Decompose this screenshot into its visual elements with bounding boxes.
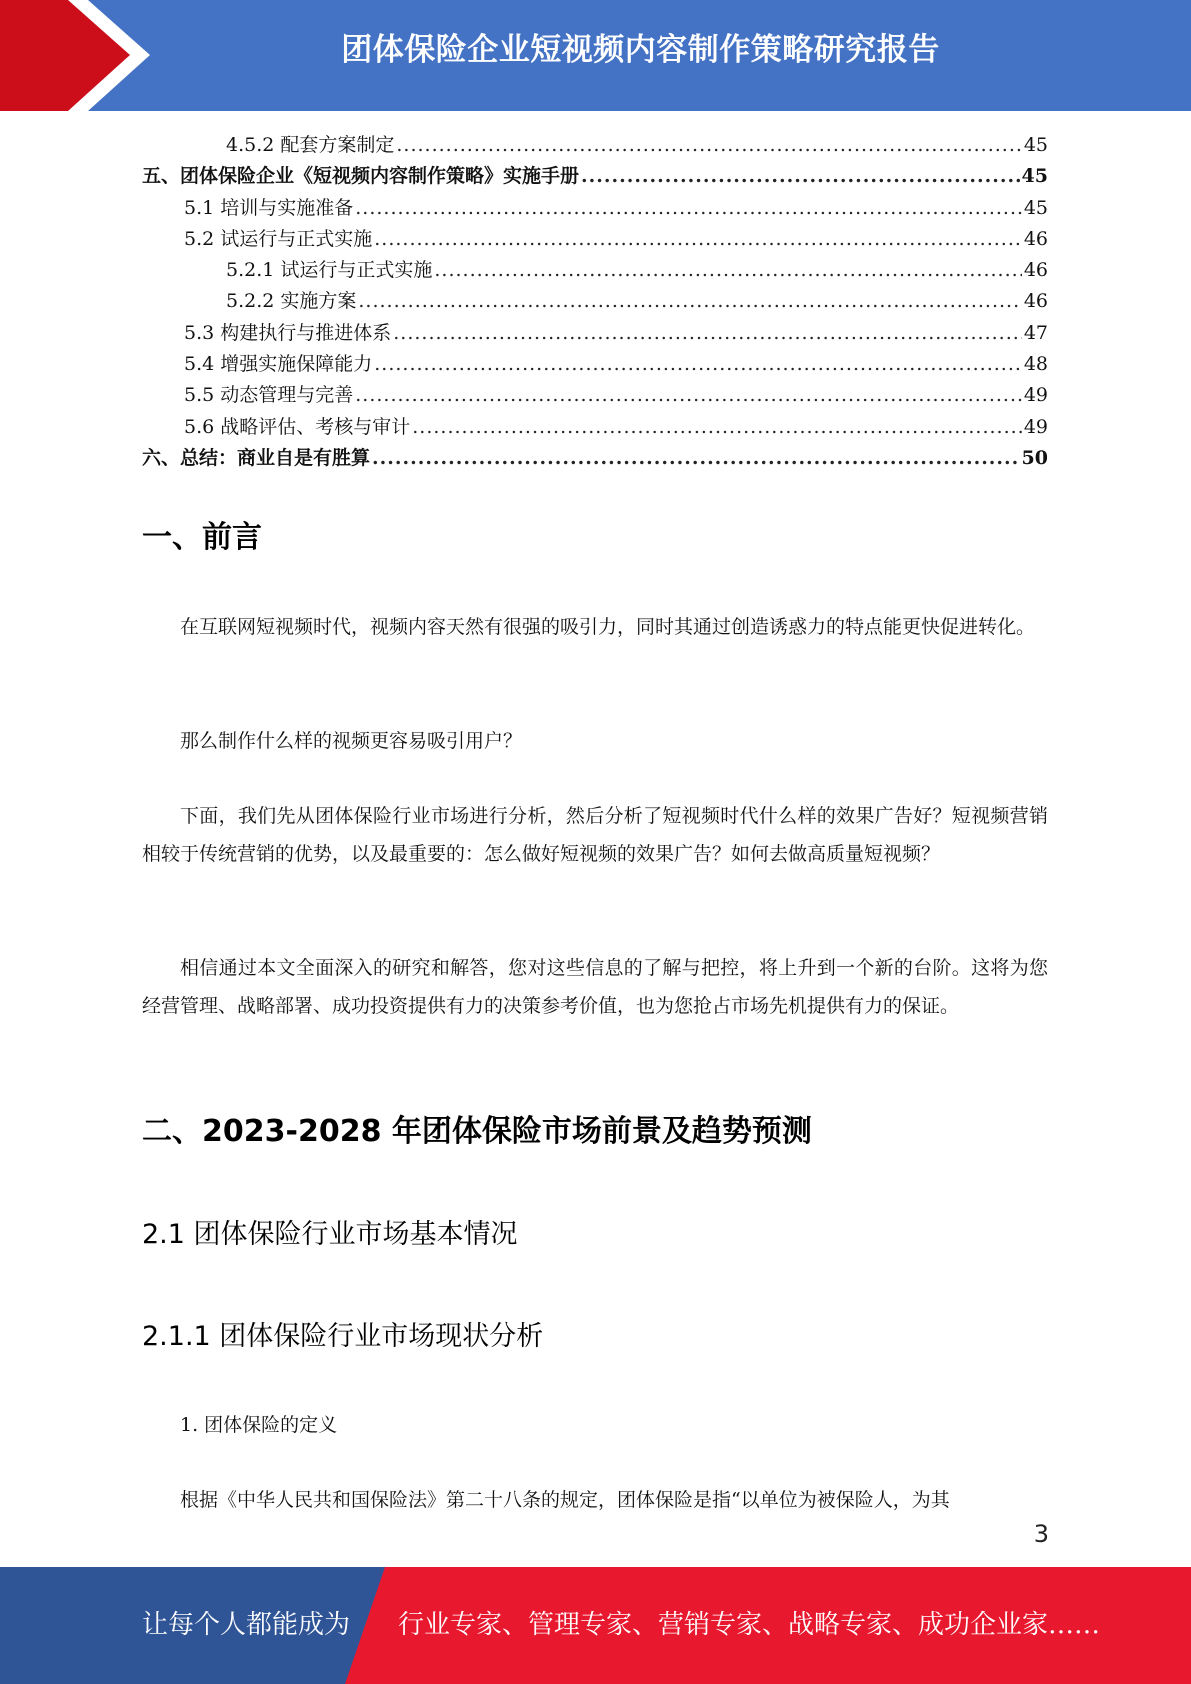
preface-paragraph-3: 下面，我们先从团体保险行业市场进行分析，然后分析了短视频时代什么样的效果广告好？短视频营销相较于传统营销的优势，以及最重要的：怎么做好短视频的效果广告？如何去做高质量短视频？ [142, 805, 1048, 865]
toc-dot-leader [412, 416, 1022, 438]
toc-dot-leader [372, 447, 1020, 469]
toc-entry[interactable] [142, 412, 1048, 443]
toc-entry[interactable] [142, 286, 1048, 317]
toc-entry-title: 五、团体保险企业《短视频内容制作策略》实施手册 [142, 165, 580, 188]
toc-entry-title: 5.2.2 实施方案 [226, 290, 357, 313]
market-status-heading: 2.1.1 团体保险行业市场现状分析 [142, 1321, 544, 1352]
toc-entry-title: 5.3 构建执行与推进体系 [184, 321, 392, 344]
preface-paragraph-1: 在互联网短视频时代，视频内容天然有很强的吸引力，同时其通过创造诱惑力的特点能更快促进转化。 [180, 616, 1036, 638]
toc-entry-page: 49 [1023, 415, 1048, 438]
table-of-contents [142, 130, 1048, 474]
toc-entry[interactable] [142, 318, 1048, 349]
toc-dot-leader [581, 165, 1020, 187]
preface-paragraph-2: 那么制作什么样的视频更容易吸引用户？ [180, 730, 523, 752]
toc-entry[interactable] [142, 130, 1048, 161]
toc-entry[interactable] [142, 380, 1048, 411]
toc-entry-page: 46 [1023, 227, 1048, 250]
header-banner [0, 0, 1191, 111]
toc-entry[interactable] [142, 193, 1048, 224]
toc-dot-leader [396, 134, 1021, 156]
toc-entry-title: 4.5.2 配套方案制定 [226, 134, 395, 156]
toc-entry-title: 5.4 增强实施保障能力 [184, 353, 373, 376]
toc-dot-leader [434, 259, 1021, 281]
toc-entry-title: 5.2.1 试运行与正式实施 [226, 259, 433, 282]
toc-entry-page: 50 [1021, 446, 1048, 469]
toc-entry-page: 49 [1023, 384, 1048, 407]
toc-entry-page: 48 [1023, 353, 1048, 376]
toc-entry-page: 46 [1023, 290, 1048, 313]
toc-entry[interactable] [142, 161, 1048, 192]
toc-dot-leader [374, 353, 1022, 375]
toc-entry[interactable] [142, 349, 1048, 380]
preface-heading: 一、前言 [142, 520, 262, 555]
toc-entry[interactable] [142, 255, 1048, 286]
chevron-red-fill [0, 0, 130, 111]
toc-entry-title: 5.5 动态管理与完善 [184, 384, 354, 407]
market-forecast-heading: 二、2023-2028 年团体保险市场前景及趋势预测 [142, 1114, 812, 1149]
header-chevron-graphic [0, 0, 160, 111]
toc-entry-page: 46 [1023, 259, 1048, 282]
toc-entry-title: 5.6 战略评估、考核与审计 [184, 415, 411, 438]
preface-paragraph-4: 相信通过本文全面深入的研究和解答，您对这些信息的了解与把控，将上升到一个新的台阶。这将为您经营管理、战略部署、成功投资提供有力的决策参考价值，也为您抢占市场先机提供有力的保证。 [142, 957, 1048, 1017]
definition-list-item: 1. 团体保险的定义 [180, 1414, 338, 1436]
report-title: 团体保险企业短视频内容制作策略研究报告 [341, 32, 940, 68]
page-number: 3 [1033, 1520, 1049, 1548]
toc-dot-leader [393, 322, 1022, 344]
footer-banner [0, 1567, 1191, 1684]
toc-entry[interactable] [142, 224, 1048, 255]
toc-entry-title: 5.2 试运行与正式实施 [184, 227, 373, 250]
toc-entry-page: 47 [1023, 321, 1048, 344]
toc-dot-leader [374, 228, 1022, 250]
market-basics-heading: 2.1 团体保险行业市场基本情况 [142, 1219, 518, 1250]
toc-entry-title: 六、总结：商业自是有胜算 [142, 446, 371, 469]
toc-entry-page: 45 [1023, 196, 1048, 219]
toc-entry-title: 5.1 培训与实施准备 [184, 196, 354, 219]
toc-dot-leader [355, 384, 1022, 406]
toc-entry-page: 45 [1023, 134, 1048, 156]
footer-slogan-left: 让每个人都能成为 [142, 1610, 351, 1640]
footer-slogan-right: 行业专家、管理专家、营销专家、战略专家、成功企业家…… [398, 1610, 1101, 1640]
definition-paragraph: 根据《中华人民共和国保险法》第二十八条的规定，团体保险是指“以单位为被保险人，为其 [180, 1489, 950, 1511]
toc-entry-page: 45 [1021, 165, 1048, 188]
toc-entry[interactable] [142, 443, 1048, 474]
toc-dot-leader [358, 290, 1021, 312]
toc-dot-leader [355, 197, 1022, 219]
